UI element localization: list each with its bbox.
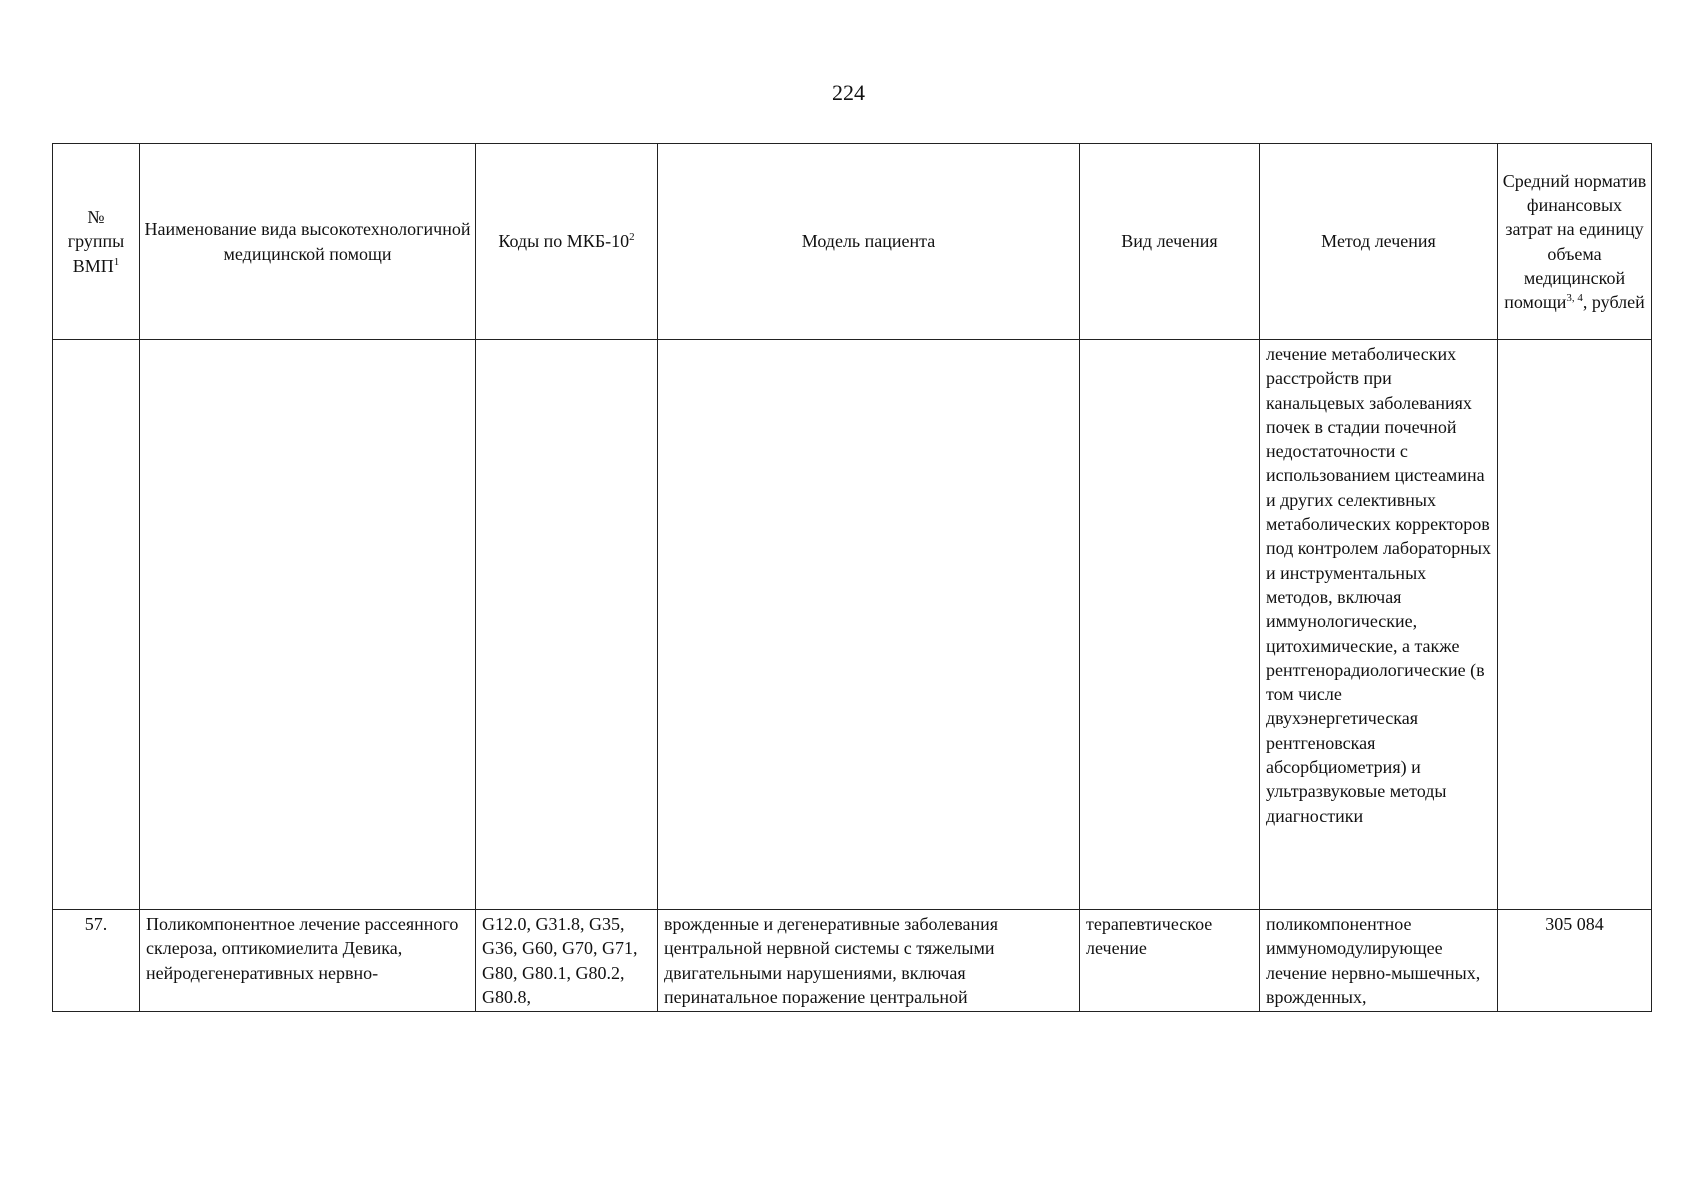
cell-icd-codes [476, 340, 658, 910]
header-row [53, 144, 1652, 340]
header-treatment-type: Вид лечения [1080, 144, 1260, 340]
table-row [53, 910, 1652, 1012]
cell-name: Поликомпонентное лечение рассеянного склероза, оптикомиелита Девика, нейродегенеративных нервно- [140, 910, 476, 1012]
cell-treatment-type: терапевтическое лечение [1080, 910, 1260, 1012]
cell-patient-model [658, 340, 1080, 910]
header-avg-cost: Средний норматив финансовых затрат на единицу объема медицинской помощи$^{3, 4}$, рублей [1498, 144, 1652, 340]
cell-treatment-method: лечение метаболических расстройств при канальцевых заболеваниях почек в стадии почечной недостаточности с использованием цистеамина и других селективных метаболических корректоров под контролем лабораторных и инструментальных методов, включая иммунологические, цитохимические, а также рентгенорадиологические (в том числе двухэнергетическая рентгеновская абсорбциометрия) и ультразвуковые методы диагностики [1260, 340, 1498, 910]
cell-icd-codes: G12.0, G31.8, G35, G36, G60, G70, G71, G80, G80.1, G80.2, G80.8, [476, 910, 658, 1012]
cell-avg-cost [1498, 340, 1652, 910]
cell-name [140, 340, 476, 910]
vmp-table [52, 143, 1652, 1012]
header-name: Наименование вида высокотехнологичной медицинской помощи [140, 144, 476, 340]
page-number: 224 [832, 80, 865, 105]
table-row [53, 340, 1652, 910]
cell-patient-model: врожденные и дегенеративные заболевания центральной нервной системы с тяжелыми двигательными нарушениями, включая перинатальное поражение центральной [658, 910, 1080, 1012]
cell-group-no: 57. [53, 910, 140, 1012]
cell-treatment-method: поликомпонентное иммуномодулирующее лечение нервно-мышечных, врожденных, [1260, 910, 1498, 1012]
cell-treatment-type [1080, 340, 1260, 910]
header-icd-codes: Коды по МКБ-$10^2$ [476, 144, 658, 340]
cell-group-no [53, 340, 140, 910]
header-group-no: № группы ВМП$^1$ [53, 144, 140, 340]
header-patient-model: Модель пациента [658, 144, 1080, 340]
header-treatment-method: Метод лечения [1260, 144, 1498, 340]
cell-avg-cost: 305 084 [1498, 910, 1652, 1012]
